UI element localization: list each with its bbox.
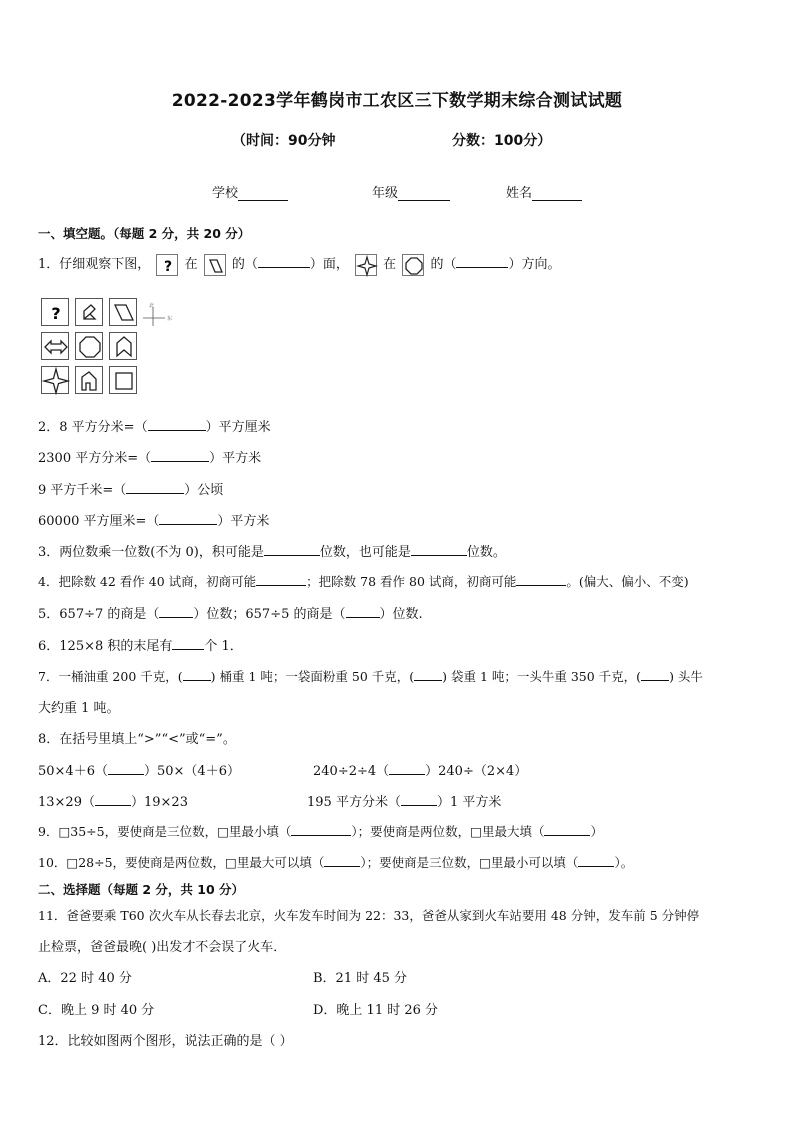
q1-text-2: 在 xyxy=(184,257,198,272)
question-8c xyxy=(38,791,188,810)
question-8d xyxy=(307,791,501,810)
q3-text-3: 位数。 xyxy=(466,545,506,560)
q1-text-5: 在 xyxy=(383,257,397,272)
question-11: 11．爸爸要乘 T60 次火车从长春去北京，火车发车时间为 22：33，爸爸从家到火车站要用 48 分钟，发车前 5 分钟停 xyxy=(38,908,700,923)
question-2d xyxy=(38,510,269,529)
question-6 xyxy=(38,635,243,654)
compass-east-label: 东 xyxy=(167,316,173,322)
q6-text-1: 6．125×8 积的末尾有 xyxy=(38,639,173,654)
name-label: 姓名 xyxy=(506,186,533,201)
compass-icon xyxy=(141,302,175,332)
grade-blank[interactable] xyxy=(398,186,450,201)
q8a-left: 50×4＋6（ xyxy=(38,764,108,779)
q8d-right: ）1 平方米 xyxy=(436,795,502,810)
q6-blank[interactable] xyxy=(172,636,204,650)
question-2a xyxy=(38,416,271,435)
score-label: 分数：100分） xyxy=(452,133,552,149)
q5-blank-1[interactable] xyxy=(159,604,193,618)
square-icon xyxy=(109,366,137,394)
q2d-right: ）平方米 xyxy=(217,514,270,529)
q9-blank-2[interactable] xyxy=(544,822,590,836)
q10-blank-2[interactable] xyxy=(578,853,614,867)
octagon-icon xyxy=(402,254,424,276)
q7-blank-1[interactable] xyxy=(183,667,211,681)
section2-heading: 二、选择题（每题 2 分，共 10 分） xyxy=(38,882,245,897)
q4-text-1: 4．把除数 42 看作 40 试商，初商可能 xyxy=(38,574,257,589)
four-point-star-icon xyxy=(41,366,69,394)
q10-text-1: 10．□28÷5，要使商是两位数，□里最大可以填（ xyxy=(38,855,325,870)
question-7-cont: 大约重 1 吨。 xyxy=(38,701,120,716)
q1-text-3: 的（ xyxy=(231,257,258,272)
octagon-icon xyxy=(75,332,103,360)
q8a-blank[interactable] xyxy=(108,761,144,775)
question-icon xyxy=(156,254,178,276)
q8d-left: 195 平方分米（ xyxy=(307,795,401,810)
name-field[interactable] xyxy=(506,182,582,201)
question-2b xyxy=(38,447,261,466)
parallelogram-icon xyxy=(109,298,137,326)
q3-text-1: 3．两位数乘一位数(不为 0)，积可能是 xyxy=(38,545,264,560)
q3-blank-2[interactable] xyxy=(411,542,467,556)
q2d-blank[interactable] xyxy=(159,511,217,525)
q1-text-7: ）方向。 xyxy=(508,257,561,272)
double-arrow-icon xyxy=(41,332,69,360)
section1-heading: 一、填空题。（每题 2 分，共 20 分） xyxy=(38,226,251,241)
q10-text-3: ）。 xyxy=(614,855,634,870)
option-11-b[interactable]: B．21 时 45 分 xyxy=(313,971,408,986)
svg-text:?: ? xyxy=(51,304,61,323)
grade-label: 年级 xyxy=(372,186,399,201)
q2b-right: ）平方米 xyxy=(209,451,262,466)
q8b-left: 240÷2÷4（ xyxy=(313,764,390,779)
four-point-star-icon xyxy=(355,254,377,276)
question-4 xyxy=(38,572,689,590)
hook-shape-icon xyxy=(75,366,103,394)
q4-blank-1[interactable] xyxy=(256,572,306,586)
q6-text-2: 个 1． xyxy=(204,639,243,654)
question-2c xyxy=(38,479,223,498)
q7-text-1: 7．一桶油重 200 千克，( xyxy=(38,669,183,684)
option-11-d[interactable]: D．晚上 11 时 26 分 xyxy=(313,1003,439,1018)
question-8a xyxy=(38,760,240,779)
q2c-blank[interactable] xyxy=(126,480,184,494)
compass-north-label: 北 xyxy=(149,303,155,309)
q8a-right: ）50×（4＋6） xyxy=(143,764,240,779)
question-9 xyxy=(38,822,603,840)
q2c-left: 9 平方千米=（ xyxy=(38,483,127,498)
q9-text-1: 9．□35÷5，要使商是三位数，□里最小填（ xyxy=(38,824,292,839)
q8c-blank[interactable] xyxy=(95,792,131,806)
question-8: 8．在括号里填上“>”“<”或“=”。 xyxy=(38,732,236,747)
q1-text-1: 1．仔细观察下图， xyxy=(38,257,151,272)
grade-field[interactable] xyxy=(372,182,450,201)
question-1 xyxy=(38,253,561,276)
name-blank[interactable] xyxy=(532,186,582,201)
q9-blank-1[interactable] xyxy=(291,822,351,836)
q8c-left: 13×29（ xyxy=(38,795,95,810)
svg-text:?: ? xyxy=(164,258,173,275)
q5-blank-2[interactable] xyxy=(346,604,380,618)
school-label: 学校 xyxy=(212,186,239,201)
q8d-blank[interactable] xyxy=(401,792,437,806)
page-title: 2022-2023学年鹤岗市工农区三下数学期末综合测试试题 xyxy=(171,91,623,111)
pentagon-arrow-icon xyxy=(109,332,137,360)
q7-blank-2[interactable] xyxy=(414,667,442,681)
question-5 xyxy=(38,603,423,622)
q8b-right: ）240÷（2×4） xyxy=(425,764,528,779)
q2a-blank[interactable] xyxy=(148,417,206,431)
q7-text-4: ) 头牛 xyxy=(669,669,703,684)
question-3 xyxy=(38,541,506,560)
q2b-left: 2300 平方分米=（ xyxy=(38,451,152,466)
question-icon xyxy=(41,298,69,326)
q1-text-6: 的（ xyxy=(430,257,457,272)
q9-text-2: ）；要使商是两位数，□里最大填（ xyxy=(351,824,545,839)
q7-blank-3[interactable] xyxy=(641,667,669,681)
time-label: （时间：90分钟 xyxy=(232,133,336,149)
q1-blank-2[interactable] xyxy=(456,254,508,268)
q8c-right: ）19×23 xyxy=(130,795,188,810)
q10-blank-1[interactable] xyxy=(324,853,360,867)
q2c-right: ）公顷 xyxy=(184,483,224,498)
q7-text-2: ) 桶重 1 吨；一袋面粉重 50 千克，( xyxy=(210,669,415,684)
q5-text-2: ）位数；657÷5 的商是（ xyxy=(193,607,346,622)
question-8b xyxy=(313,760,527,779)
question-7 xyxy=(38,667,703,685)
option-11-c[interactable]: C．晚上 9 时 40 分 xyxy=(38,1003,155,1018)
school-blank[interactable] xyxy=(238,186,288,201)
q5-text-3: ）位数. xyxy=(379,607,423,622)
q7-text-3: ) 袋重 1 吨；一头牛重 350 千克，( xyxy=(442,669,642,684)
q4-text-3: 。(偏大、偏小、不变) xyxy=(566,574,689,589)
parallelogram-icon xyxy=(204,254,226,276)
q3-blank-1[interactable] xyxy=(264,542,320,556)
q10-text-2: ）；要使商是三位数，□里最小可以填（ xyxy=(360,855,579,870)
q4-text-2: ；把除数 78 看作 80 试商，初商可能 xyxy=(306,574,517,589)
school-field[interactable] xyxy=(212,182,288,201)
question-12: 12．比较如图两个图形，说法正确的是（ ） xyxy=(38,1034,293,1049)
question-11-cont: 止检票，爸爸最晚( )出发才不会误了火车． xyxy=(38,940,287,955)
option-11-a[interactable]: A．22 时 40 分 xyxy=(38,971,132,986)
q9-text-3: ） xyxy=(590,824,603,839)
q2b-blank[interactable] xyxy=(151,448,209,462)
q2d-left: 60000 平方厘米=（ xyxy=(38,514,160,529)
q4-blank-2[interactable] xyxy=(516,572,566,586)
q1-text-4: ）面， xyxy=(309,257,349,272)
q1-blank-1[interactable] xyxy=(258,254,310,268)
q5-text-1: 5．657÷7 的商是（ xyxy=(38,607,160,622)
q8b-blank[interactable] xyxy=(389,761,425,775)
q2a-left: 2．8 平方分米=（ xyxy=(38,420,148,435)
q2a-right: ）平方厘米 xyxy=(205,420,271,435)
q3-text-2: 位数，也可能是 xyxy=(319,545,411,560)
leaf-arrow-icon xyxy=(75,298,103,326)
question-10 xyxy=(38,853,633,871)
